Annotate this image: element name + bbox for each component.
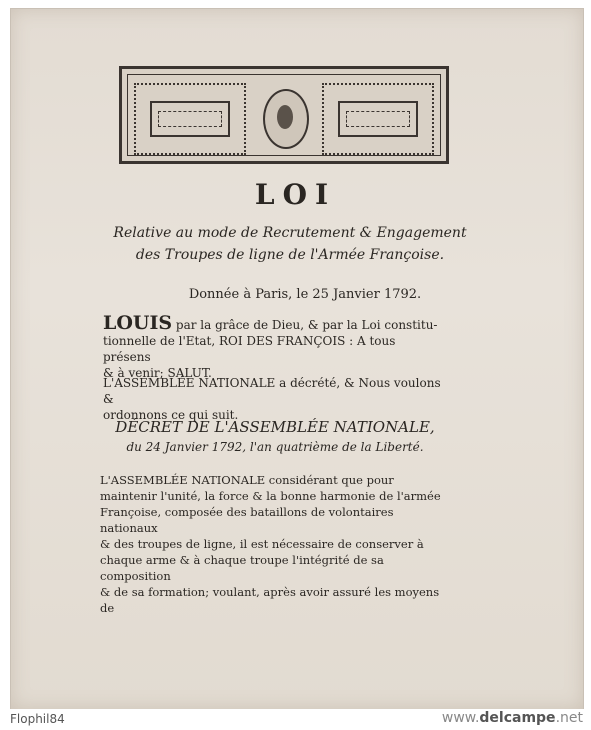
- body-line-5: chaque arme & à chaque troupe l'intégrité de sa composition: [100, 553, 384, 583]
- site-suffix: .net: [555, 710, 583, 726]
- decree-title: DÉCRET DE L'ASSEMBLÉE NATIONALE,: [115, 418, 435, 436]
- portrait-medallion: [263, 89, 309, 149]
- decree-body: [100, 472, 445, 616]
- body-line-6: & de sa formation; voulant, après avoir assuré les moyens de: [100, 585, 440, 615]
- seller-watermark: Flophil84: [10, 712, 65, 726]
- preamble-line-1: par la grâce de Dieu, & par la Loi constitu-: [175, 318, 438, 332]
- assembly-statement: [103, 375, 443, 423]
- site-watermark: [442, 710, 583, 726]
- document-title: LOI: [254, 178, 337, 211]
- site-name: delcampe: [479, 710, 556, 726]
- date-line: Donnée à Paris, le 25 Janvier 1792.: [188, 287, 422, 302]
- body-line-2: maintenir l'unité, la force & la bonne harmonie de l'armée: [100, 489, 441, 503]
- banner-inner-frame: [127, 74, 441, 156]
- body-line-1: L'ASSEMBLÉE NATIONALE considérant que pour: [100, 473, 394, 487]
- preamble-line-3: & à venir; SALUT.: [103, 366, 212, 380]
- assembly-line-1: L'ASSEMBLÉE NATIONALE a décrété, & Nous voulons &: [103, 376, 441, 406]
- subtitle-line-2: des Troupes de ligne de l'Armée Françoise.: [135, 247, 445, 263]
- preamble-line-2: tionnelle de l'Etat, ROI DES FRANÇOIS : A tous présens: [103, 334, 396, 364]
- decorative-header-banner: [119, 66, 449, 164]
- preamble-initial: LOUIS: [103, 312, 173, 334]
- ornament-panel-right: [322, 83, 434, 155]
- ornament-panel-left: [134, 83, 246, 155]
- preamble: [103, 312, 443, 381]
- decree-date: du 24 Janvier 1792, l'an quatrième de la Liberté.: [126, 440, 424, 454]
- subtitle-line-1: Relative au mode de Recrutement & Engagement: [113, 225, 467, 241]
- assembly-line-2: ordonnons ce qui suit.: [103, 408, 239, 422]
- body-line-3: Françoise, composée des bataillons de volontaires nationaux: [100, 505, 394, 535]
- body-line-4: & des troupes de ligne, il est nécessaire de conserver à: [100, 537, 424, 551]
- site-prefix: www.: [441, 710, 480, 726]
